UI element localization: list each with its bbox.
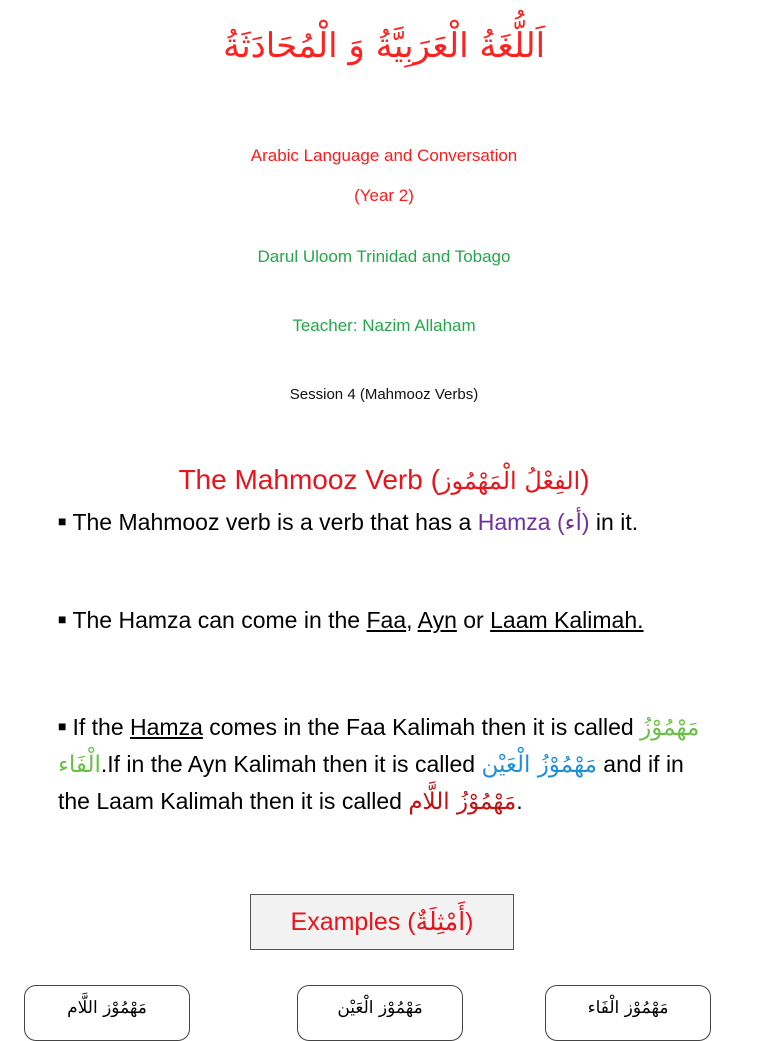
b3-text-pre: If the bbox=[72, 714, 131, 740]
b2-comma: , bbox=[406, 607, 418, 633]
course-year: (Year 2) bbox=[354, 186, 414, 205]
section-title-en: The Mahmooz Verb ( bbox=[178, 464, 440, 495]
examples-label-close: ) bbox=[465, 908, 474, 936]
bullet-icon: ■ bbox=[58, 513, 67, 529]
b1-hamza: Hamza (أء) bbox=[477, 509, 590, 535]
b1-text-post: in it. bbox=[589, 509, 639, 535]
b2-text-pre: The Hamza can come in the bbox=[72, 607, 367, 633]
bullet-definition bbox=[58, 505, 718, 539]
section-title-close: ) bbox=[580, 464, 590, 495]
teacher-name: Teacher: Nazim Allaham bbox=[292, 316, 476, 335]
b3-text-mid1: comes in the Faa Kalimah then it is called bbox=[202, 714, 641, 740]
b2-or: or bbox=[456, 607, 491, 633]
bullet-positions bbox=[58, 603, 718, 637]
example-card-laam: مَهْمُوْز اللَّام bbox=[24, 985, 190, 1041]
b2-ayn: Ayn bbox=[417, 607, 457, 633]
b3-hamza: Hamza bbox=[130, 714, 203, 740]
b3-text-mid2: .If in the Ayn Kalimah then it is called bbox=[100, 751, 482, 777]
arabic-course-title: اَللُّغَةُ الْعَرَبِيَّةُ وَ الْمُحَادَثَةُ bbox=[222, 26, 546, 66]
b3-text-end: . bbox=[516, 788, 523, 814]
b3-text-mid3: and if in the Laam Kalimah then it is called bbox=[58, 751, 684, 814]
course-name: Arabic Language and Conversation bbox=[250, 146, 518, 165]
bullet-icon: ■ bbox=[58, 611, 67, 627]
institution-name: Darul Uloom Trinidad and Tobago bbox=[257, 247, 511, 266]
b2-faa: Faa bbox=[366, 607, 407, 633]
bullet-icon: ■ bbox=[58, 718, 67, 734]
examples-heading bbox=[250, 894, 514, 950]
section-title bbox=[0, 458, 768, 503]
examples-label: Examples ( bbox=[290, 908, 416, 936]
b3-arabic-laam: مَهْمُوْزُ اللَّام bbox=[408, 789, 517, 815]
b3-arabic-ayn: مَهْمُوْزُ الْعَيْن bbox=[481, 752, 597, 778]
b3-arabic-faa: مَهْمُوْزُ الْفَاء bbox=[58, 715, 700, 778]
example-card-ayn: مَهْمُوْز الْعَيْن bbox=[297, 985, 463, 1041]
bullet-naming bbox=[58, 708, 718, 820]
b2-laam: Laam Kalimah. bbox=[490, 607, 644, 633]
examples-label-ar: أَمْثِلَةٌ bbox=[415, 907, 466, 936]
session-label: Session 4 (Mahmooz Verbs) bbox=[289, 386, 479, 403]
b1-text-pre: The Mahmooz verb is a verb that has a bbox=[72, 509, 478, 535]
example-card-faa: مَهْمُوْز الْفَاء bbox=[545, 985, 711, 1041]
section-title-ar: الفِعْلُ الْمَهْمُوز bbox=[439, 467, 581, 495]
